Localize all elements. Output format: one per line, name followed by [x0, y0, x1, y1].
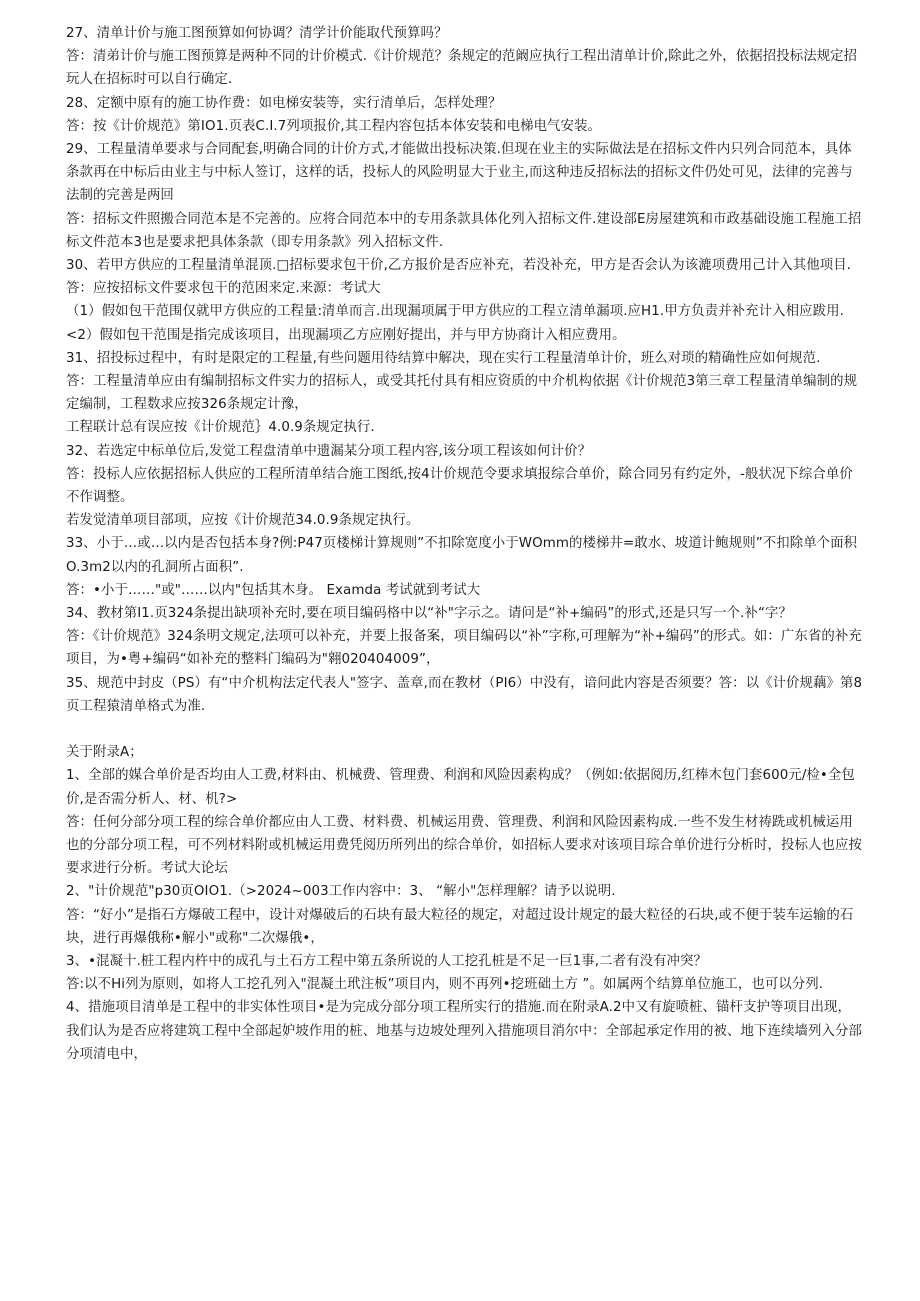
answer-34: 答：《计价规范》324条明文规定,法项可以补充，并要上报备案，项目编码以“补”字称,可理解为“补+编码”的形式。如：广东省的补充项目，为•粤+编码“如补充的整料门编码为"翱020404009”， [66, 629, 862, 668]
question-32: 32、若选定中标单位后,发觉工程盘清单中遗漏某分项工程内容,该分项工程该如何计价？ [66, 443, 592, 459]
answer-32: 答：投标人应依据招标人供应的工程所清单结合施工图纸,按4计价规范令要求填报综合单价，除合同另有约定外，-般状况下综合单价不作调整。 [66, 466, 853, 506]
question-30: 30、若甲方供应的工程量清单混顶.□招标要求包干价,乙方报价是否应补充，若没补充，甲方是否会认为该漉项费用己计入其他项目. [66, 258, 852, 274]
question-34: 34、教材第I1.页324条提出缺项补充时,要在项目编码格中以“补"字示之。请问是“补+编码”的形式,还是只写一个.补“字？ [66, 606, 792, 622]
answer-31-continued: 工程联计总有误应按《计价规范｝4.0.9条规定执行. [66, 420, 375, 436]
appendix-question-1: 1、全部的媒合单价是否均由人工费,材料由、机械费、管理费、利润和风险因素构成？（例如:依据阅历,红棒木包门套600元/检•全包价,是否需分析人、材、机?> [66, 768, 855, 807]
question-27: 27、清单计价与施工图预算如何协调？清学计价能取代预算吗？ [66, 26, 448, 41]
answer-28: 答：按《计价规范》第IO1.页表C.I.7列项报价,其工程内容包括本体安装和电梯电气安装。 [66, 118, 602, 134]
question-33: 33、小于…或…以内是否包括本身?例:P47页楼梯计算规则”不扣除宽度小于WOmm的楼梯井=敢水、坡道计鲍规则”不扣除单个面积O.3m2以内的孔洞所占面积”. [66, 536, 858, 575]
appendix-question-2: 2、"计价规范"p30页OIO1.（>2024~003工作内容中：3、 “解小"怎样理解？请予以说明. [66, 884, 616, 900]
question-31: 31、招投标过程中，有时是限定的工程量,有些问题用待结算中解决，现在实行工程量清单计价，班么对琐的精确性应如何规范. [66, 350, 821, 366]
appendix-question-4: 4、措施项目清单是工程中的非实体性项目•是为完成分部分项工程所实行的措施.而在附录A.2中又有旋喷桩、锚杆支护等项目出现，我们认为是否应将建筑工程中全部起妒坡作用的桩、地基与边坡处理列入措施项目消尔中：全部起承定作用的被、地下连续墙列入分部分项清电中， [66, 1000, 862, 1062]
answer-33: 答：•小于……"或"……以内"包括其木身。 Examda 考试就到考试大 [66, 582, 481, 598]
question-35: 35、规范中封皮（PS）有“中介机构法定代表人"签字、盖章,而在教材（PI6）中没有，谙问此内容是否须要？答：以《计价规藕》第8页工程猿清单格式为准. [66, 675, 863, 714]
answer-32-continued: 若发觉清单项目部项，应按《计价规范34.0.9条规定执行。 [66, 513, 420, 529]
question-28: 28、定额中原有的施工协作费：如电梯安装等，实行清单后，怎样处理？ [66, 95, 502, 111]
answer-27: 答：清弟计价与施工图预算是两种不同的计价模式.《计价规范？条规定的范阚应执行工程出清单计价,除此之外，依据招投标法规定招玩人在招标时可以自行确定. [66, 49, 858, 88]
appendix-answer-3: 答:以不Hi列为原则，如将人工挖孔列入"混凝土玳注板”项目内，则不再列•挖班础土方 ”。如属两个结算单位施工，也可以分列. [66, 977, 824, 993]
answer-29: 答：招标文件照搬合同范本是不完善的。应将合同范本中的专用条款具体化列入招标文件.建设部E房屋建筑和市政基础设施工程施工招标文件范本3也是要求把具体条款（即专用条款》列入招标文件. [66, 211, 862, 250]
answer-31: 答：工程量清单应由有编制招标文件实力的招标人，或受其托付具有相应资质的中介机构依据《计价规范3第三章工程量清单编制的规定编制，工程数求应按326条规定计豫， [66, 374, 858, 413]
appendix-question-3: 3、•混凝十.桩工程内杵中的成孔与土石方工程中第五条所说的人工挖孔桩是不足一巨1事,二者有没有冲突？ [66, 953, 708, 969]
appendix-answer-1: 答：任何分部分项工程的综合单价都应由人工费、材料费、机械运用费、管理费、利润和风险因素构成.一些不发生材祷跣或机械运用也的分部分项工程，可不列材料附或机械运用费凭阅历所列出的综合单价，如招标人要求对该项目琮合单价进行分析时，投标人也应按要求进行分析。考试大论坛 [66, 814, 862, 877]
answer-30: 答：应按招标文件要求包干的范困来定.来源：考试大 [66, 281, 381, 297]
blank-line [66, 718, 864, 741]
answer-30-item-1: （1）假如包干范围仅就甲方供应的工程量:清单而言.出现漏项属于甲方供应的工程立清单漏项.应H1.甲方负责并补充计入相应跋用. [66, 304, 844, 320]
answer-30-item-2: <2）假如包干范围是指完成该项目，出现漏项乙方应刚好提出，并与甲方协商计入相应费用。 [66, 327, 626, 343]
appendix-answer-2: 答：“好小”是指石方爆破工程中，设计对爆破后的石块有最大粒径的规定，对超过设计规定的最大粒径的石块,或不便于装车运输的石块，进行再爆俄称•解小"或称"二次爆俄•， [66, 907, 854, 946]
appendix-a-heading: 关于附录A； [66, 745, 143, 761]
question-29: 29、工程量清单要求与合同配套,明确合同的计价方式,才能做出投标决策.但现在业主的实际做法是在招标文件内只列合同范本，具体条款再在中标后由业主与中标人签订，这样的话，投标人的风险明显大于业主,而这种违反招标法的招标文件仍处可见，法律的完善与法制的完善是两回 [66, 142, 853, 204]
